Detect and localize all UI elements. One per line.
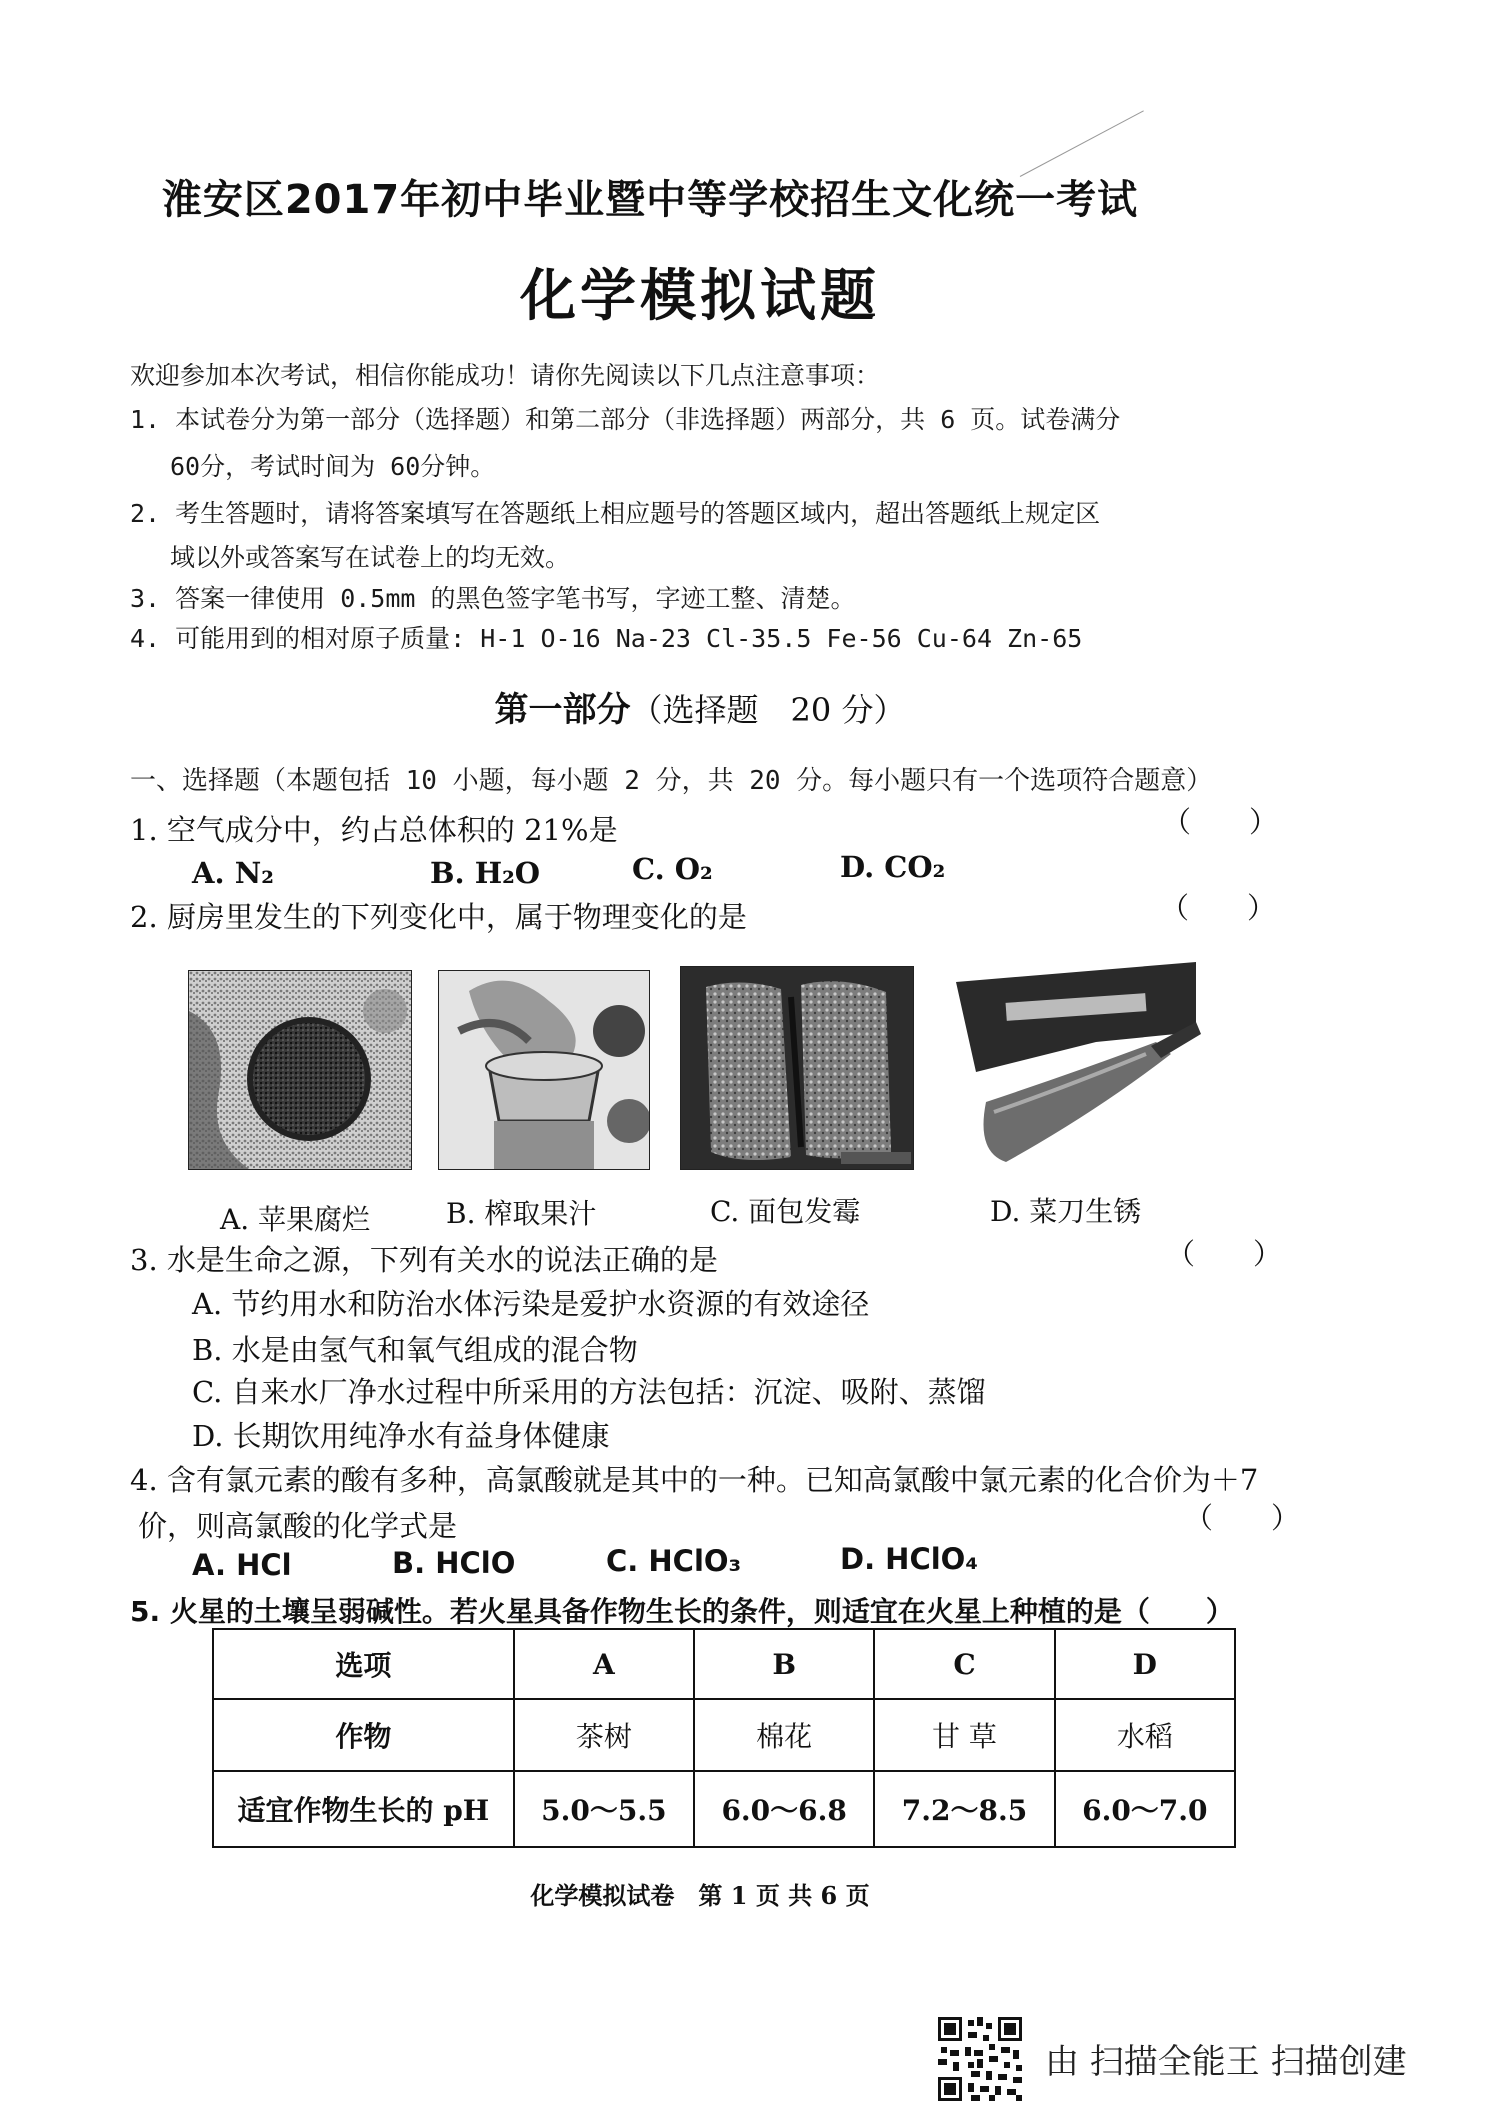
q2-option-d: D. 菜刀生锈 [990, 1195, 1142, 1228]
section-title-bold: 第一部分 [494, 690, 631, 730]
notice-item-2-line1: 2. 考生答题时，请将答案填写在答题纸上相应题号的答题区域内，超出答题纸上规定区 [130, 499, 1101, 528]
table-header-cell: 选项 [213, 1629, 514, 1699]
page-footer: 化学模拟试卷 第 1 页 共 6 页 [530, 1881, 870, 1910]
section-instruction: 一、选择题（本题包括 10 小题，每小题 2 分，共 20 分。每小题只有一个选项符合题意） [130, 766, 1213, 796]
q3-stem: 3. 水是生命之源，下列有关水的说法正确的是 [130, 1243, 718, 1277]
q4-option-b: B. HClO [392, 1546, 516, 1580]
q1-option-c: C. O₂ [632, 852, 713, 886]
table-cell: 作物 [213, 1699, 514, 1771]
q2-option-a: A. 苹果腐烂 [220, 1203, 371, 1236]
q3-option-d: D. 长期饮用纯净水有益身体健康 [192, 1419, 610, 1453]
section-heading [0, 682, 1400, 731]
table-header-cell: D [1055, 1629, 1235, 1699]
rusty-knife-photo [946, 962, 1204, 1168]
table-header-cell: C [874, 1629, 1054, 1699]
q1-option-a: A. N₂ [192, 856, 274, 890]
q4-option-c: C. HClO₃ [606, 1544, 742, 1578]
scanner-watermark: 由 扫描全能王 扫描创建 [1045, 2042, 1407, 2082]
table-cell: 棉花 [694, 1699, 874, 1771]
q4-option-d: D. HClO₄ [840, 1542, 979, 1576]
rotten-apple-photo [188, 970, 412, 1170]
q4-option-a: A. HCl [192, 1548, 292, 1582]
table-cell: 7.2～8.5 [874, 1771, 1054, 1847]
notice-intro: 欢迎参加本次考试，相信你能成功！请你先阅读以下几点注意事项： [130, 361, 881, 390]
q4-stem-line2: 价，则高氯酸的化学式是 [138, 1509, 458, 1543]
q3-answer-paren: （ ） [1166, 1237, 1283, 1271]
q2-option-c: C. 面包发霉 [710, 1195, 861, 1228]
qr-code-icon [935, 2014, 1025, 2104]
scan-hairline [1020, 110, 1144, 177]
notice-item-4: 4. 可能用到的相对原子质量: H-1 O-16 Na-23 Cl-35.5 Fe-56 Cu-64 Zn-65 [130, 624, 1083, 653]
q3-option-c: C. 自来水厂净水过程中所采用的方法包括：沉淀、吸附、蒸馏 [192, 1375, 986, 1409]
q2-answer-paren: （ ） [1160, 891, 1277, 925]
notice-item-3: 3. 答案一律使用 0.5mm 的黑色签字笔书写，字迹工整、清楚。 [130, 584, 856, 613]
table-cell: 6.0～7.0 [1055, 1771, 1235, 1847]
table-row [213, 1699, 1235, 1771]
table-row [213, 1629, 1235, 1699]
table-cell: 水稻 [1055, 1699, 1235, 1771]
q2-option-b: B. 榨取果汁 [446, 1197, 597, 1230]
table-row [213, 1771, 1235, 1847]
q1-stem: 1. 空气成分中，约占总体积的 21%是 [130, 813, 618, 847]
moldy-bread-photo [680, 966, 914, 1170]
table-cell: 甘 草 [874, 1699, 1054, 1771]
subject-title: 化学模拟试题 [520, 263, 880, 329]
table-cell: 5.0～5.5 [514, 1771, 694, 1847]
table-cell: 6.0～6.8 [694, 1771, 874, 1847]
q4-stem-line1: 4. 含有氯元素的酸有多种，高氯酸就是其中的一种。已知高氯酸中氯元素的化合价为＋7 [130, 1463, 1259, 1497]
q4-answer-paren: （ ） [1184, 1501, 1301, 1535]
table-cell: 适宜作物生长的 pH [213, 1771, 514, 1847]
ph-table [212, 1628, 1236, 1848]
q3-option-a: A. 节约用水和防治水体污染是爱护水资源的有效途径 [192, 1287, 870, 1321]
section-title-rest: （选择题 20 分） [630, 691, 906, 729]
notice-item-1-line1: 1. 本试卷分为第一部分（选择题）和第二部分（非选择题）两部分，共 6 页。试卷满分 [130, 405, 1121, 434]
q1-answer-paren: （ ） [1162, 805, 1279, 839]
q3-option-b: B. 水是由氢气和氧气组成的混合物 [192, 1333, 638, 1367]
table-cell: 茶树 [514, 1699, 694, 1771]
q1-option-b: B. H₂O [430, 856, 541, 890]
q1-option-d: D. CO₂ [840, 850, 946, 884]
notice-item-1-line2: 60分，考试时间为 60分钟。 [170, 452, 496, 481]
q2-stem: 2. 厨房里发生的下列变化中，属于物理变化的是 [130, 900, 747, 934]
table-header-cell: B [694, 1629, 874, 1699]
table-header-cell: A [514, 1629, 694, 1699]
q5-stem: 5. 火星的土壤呈弱碱性。若火星具备作物生长的条件，则适宜在火星上种植的是（ ） [130, 1595, 1234, 1628]
juice-squeezing-photo [438, 970, 650, 1170]
notice-item-2-line2: 域以外或答案写在试卷上的均无效。 [170, 543, 571, 572]
exam-title: 淮安区2017年初中毕业暨中等学校招生文化统一考试 [161, 177, 1139, 223]
